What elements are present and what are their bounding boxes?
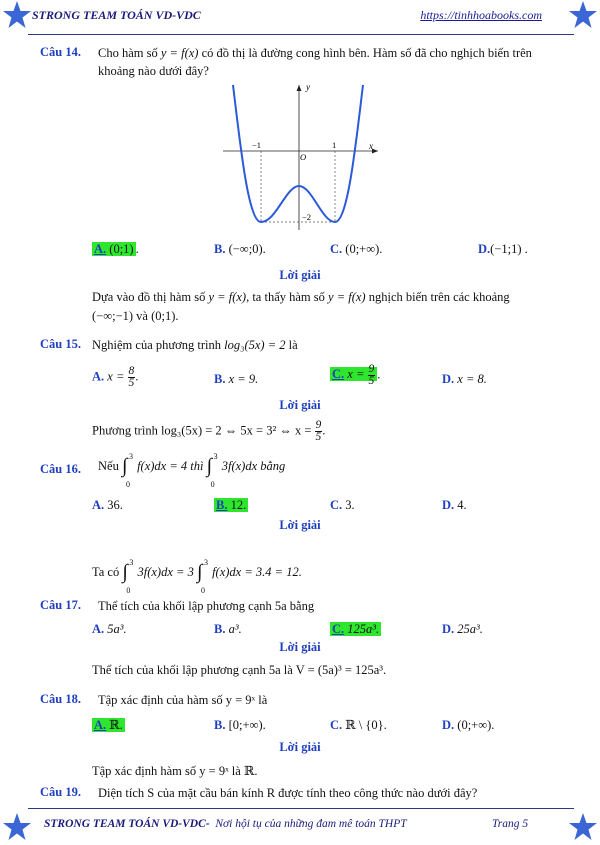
star-icon: [2, 812, 32, 842]
star-icon: [568, 0, 598, 30]
q15-option-b[interactable]: B. x = 9.: [214, 372, 259, 386]
q18-option-c[interactable]: C. ℝ \ {0}.: [330, 718, 387, 732]
q17-label: Câu 17.: [40, 598, 81, 612]
header-url-link[interactable]: https://tinhhoabooks.com: [420, 8, 542, 22]
q14-solution-title: Lời giải: [279, 268, 321, 282]
q17-solution: Thể tích của khối lập phương cạnh 5a là V = (5a)³ = 125a³.: [92, 663, 387, 677]
star-icon: [2, 0, 32, 30]
q14-label: Câu 14.: [40, 45, 81, 59]
q18-solution: Tập xác định hàm số y = 9ˣ là ℝ.: [92, 764, 258, 778]
footer-rule: [28, 808, 574, 809]
q17-option-c[interactable]: C. 125a³.: [332, 622, 380, 636]
q14-solution: Dựa vào đồ thị hàm số y = f(x), ta thấy hàm số y = f(x) nghịch biến trên các khoảng: [92, 290, 510, 304]
q15-option-c[interactable]: C. x = $\frac{9}{5}$ .: [332, 363, 381, 387]
graph-tick-pos1: 1: [332, 140, 337, 150]
q14-solution-line2: (−∞;−1) và (0;1).: [92, 309, 179, 323]
footer-left: STRONG TEAM TOÁN VD-VDC- Nơi hội tụ của những đam mê toán THPT: [44, 818, 407, 830]
q16-option-b[interactable]: B. 12.: [216, 498, 247, 512]
q19-label: Câu 19.: [40, 785, 81, 799]
q15-solution-title: Lời giải: [279, 398, 321, 412]
q16-option-d[interactable]: D. 4.: [442, 498, 467, 512]
page-number: Trang 5: [492, 818, 529, 830]
graph-origin-label: O: [300, 152, 307, 162]
q15-stem: Nghiệm của phương trình log₃(5x) = 2 là: [92, 338, 298, 352]
q14-option-c[interactable]: C. (0;+∞).: [330, 242, 383, 256]
q17-option-d[interactable]: D. 25a³.: [442, 622, 483, 636]
header-title: STRONG TEAM TOÁN VD-VDC: [32, 8, 201, 22]
q16-option-a[interactable]: A. 36.: [92, 498, 123, 512]
q17-stem: Thể tích của khối lập phương cạnh 5a bằng: [98, 599, 315, 613]
q18-option-a[interactable]: A. ℝ.: [94, 718, 123, 732]
q14-stem: Cho hàm số y = f(x) có đồ thị là đường cong hình bên. Hàm số đã cho nghịch biến trên khoảng nào dưới đây?: [98, 46, 532, 78]
q18-label: Câu 18.: [40, 692, 81, 706]
q14-option-a[interactable]: A. (0;1) .: [94, 242, 139, 256]
q18-option-d[interactable]: D. (0;+∞).: [442, 718, 495, 732]
graph-y-label: y: [306, 82, 310, 92]
graph-tick-neg2: −2: [302, 212, 312, 222]
q17-option-a[interactable]: A. 5a³.: [92, 622, 127, 636]
q14-option-d[interactable]: D.(−1;1) .: [478, 242, 528, 256]
q16-label: Câu 16.: [40, 462, 81, 476]
q17-option-b[interactable]: B. a³.: [214, 622, 242, 636]
q16-solution-title: Lời giải: [279, 518, 321, 532]
q16-option-c[interactable]: C. 3.: [330, 498, 355, 512]
q15-option-a[interactable]: A. x = $\frac{8}{5}$ .: [92, 365, 139, 389]
graph-tick-neg1: −1: [252, 140, 262, 150]
graph-x-label: x: [369, 141, 373, 151]
q18-solution-title: Lời giải: [279, 740, 321, 754]
q19-stem: Diện tích S của mặt cầu bán kính R được tính theo công thức nào dưới đây?: [98, 786, 478, 800]
q18-stem: Tập xác định của hàm số y = 9ˣ là: [98, 693, 268, 707]
q16-stem: Nếu ∫ 3 0 f(x)dx = 4 thì ∫ 3 0 3f(x)dx bằng: [98, 452, 286, 489]
q14-graph: [218, 82, 383, 232]
q15-label: Câu 15.: [40, 337, 81, 351]
q16-solution: Ta có ∫ 3 0 3f(x)dx = 3 ∫ 3 0 f(x)dx = 3.4 = 12.: [92, 558, 302, 595]
header-rule: [28, 34, 574, 35]
q15-solution: Phương trình log₃(5x) = 2 ⇔ 5x = 3² ⇔ x = $\frac{9}{5}$ .: [92, 419, 326, 443]
q14-option-b[interactable]: B. (−∞;0).: [214, 242, 266, 256]
star-icon: [568, 812, 598, 842]
q18-option-b[interactable]: B. [0;+∞).: [214, 718, 266, 732]
q17-solution-title: Lời giải: [279, 640, 321, 654]
q15-option-d[interactable]: D. x = 8.: [442, 372, 487, 386]
